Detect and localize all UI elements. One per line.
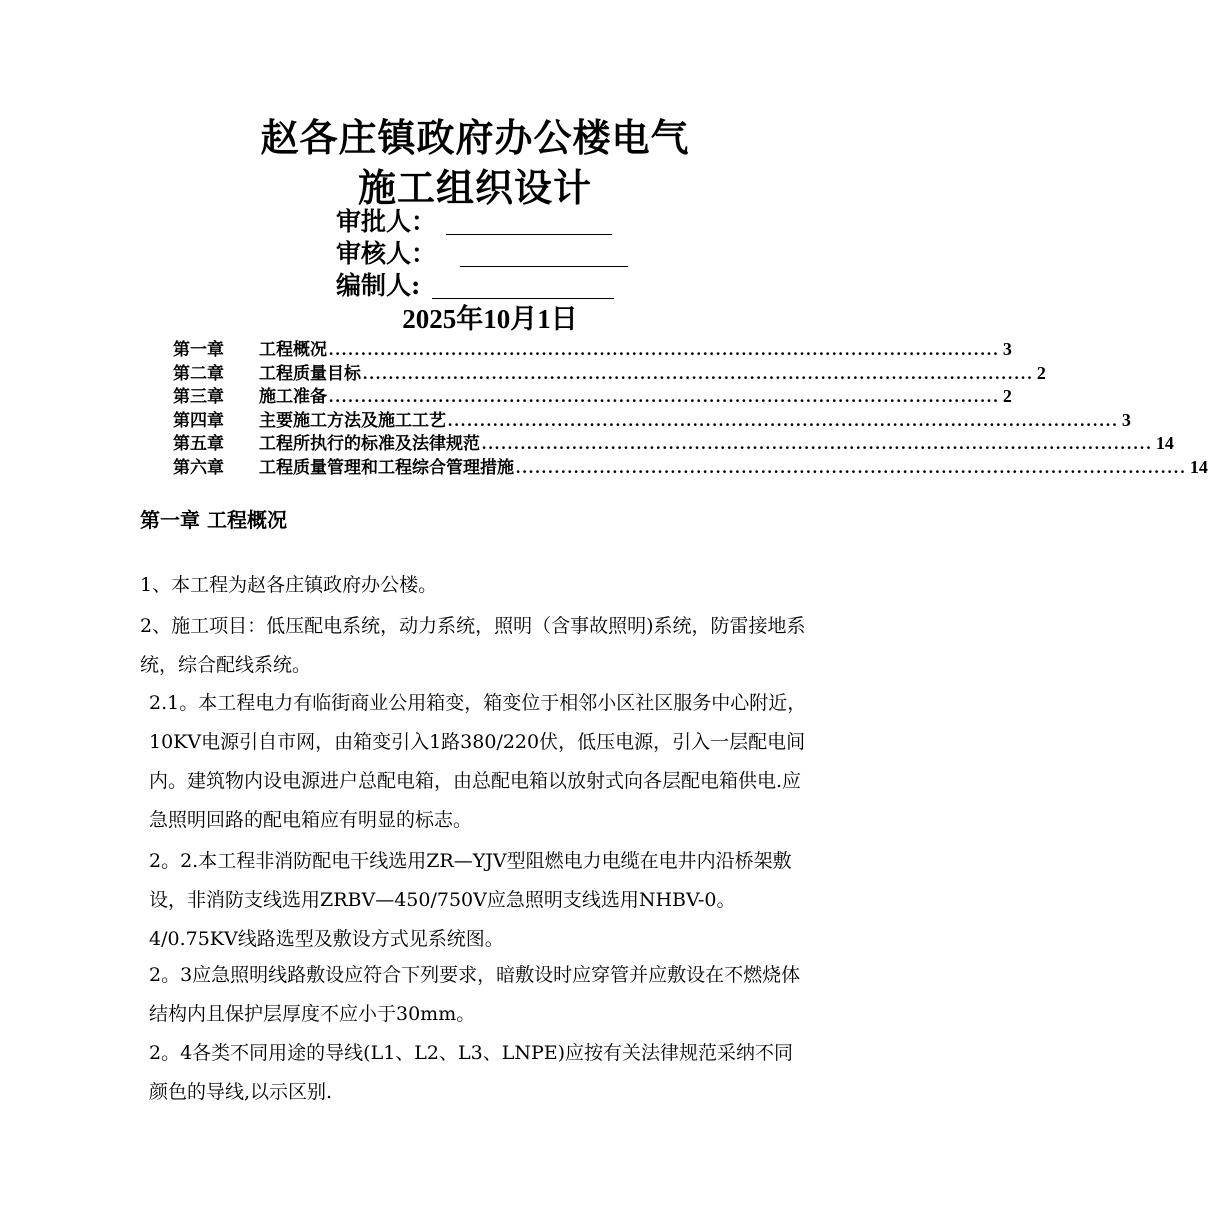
- reviewer-signature-field: [336, 238, 436, 270]
- compiler-signature-field: [336, 270, 420, 302]
- approver-label: 审批人：: [336, 207, 437, 236]
- body-paragraph: 2.1。本工程电力有临街商业公用箱变，箱变位于相邻小区社区服务中心附近，10KV电源引自市网，由箱变引入1路380/220伏，低压电源，引入一层配电间内。建筑物内设电源进户总配电箱，由总配电箱以放射式向各层配电箱供电.应急照明回路的配电箱应有明显的标志。: [149, 692, 807, 831]
- toc-chapter: 第一章: [173, 340, 224, 360]
- section-heading: 第一章 工程概况: [140, 508, 287, 532]
- toc-title: 工程质量目标: [259, 363, 361, 384]
- toc-page-number: 3: [1002, 339, 1012, 359]
- document-date: 2025年10月1日: [402, 304, 578, 334]
- toc-leader: ........................................................................................................: [516, 457, 1187, 477]
- toc-chapter: 第六章: [173, 457, 224, 478]
- approver-signature-line: [446, 234, 612, 235]
- toc-entry[interactable]: [173, 409, 1131, 433]
- compiler-label: 编制人:: [336, 271, 421, 300]
- toc-title: 工程所执行的标准及法律规范: [259, 434, 480, 454]
- toc-page-number: 3: [1121, 409, 1131, 430]
- document-title-line2: 施工组织设计: [357, 165, 592, 210]
- toc-leader: ........................................................................................................: [482, 434, 1153, 453]
- toc-title: 工程概况: [259, 340, 327, 360]
- body-paragraph: 2。4各类不同用途的导线(L1、L2、L3、LNPE)应按有关法律规范采纳不同颜色的导线,以示区别.: [149, 1042, 794, 1103]
- body-paragraph: 1、本工程为赵各庄镇政府办公楼。: [140, 574, 438, 596]
- body-paragraph: 2。2.本工程非消防配电干线选用ZR—YJV型阻燃电力电缆在电井内沿桥架敷设，非消防支线选用ZRBV—450/750V应急照明支线选用NHBV-0。4/0.75KV线路选型及敷设方式见系统图。: [149, 850, 792, 950]
- toc-entry[interactable]: [173, 338, 1012, 362]
- toc-entry[interactable]: [173, 432, 1174, 456]
- toc-leader: ........................................................................................................: [329, 340, 1000, 359]
- toc-leader: ........................................................................................................: [448, 410, 1119, 430]
- toc-entry[interactable]: [173, 362, 1046, 386]
- toc-page-number: 14: [1189, 456, 1208, 477]
- toc-chapter: 第二章: [173, 363, 224, 384]
- toc-title: 主要施工方法及施工工艺: [259, 410, 446, 431]
- toc-entry[interactable]: [173, 456, 1208, 480]
- toc-entry[interactable]: [173, 385, 1012, 409]
- toc-chapter: 第四章: [173, 410, 224, 431]
- reviewer-label: 审核人：: [336, 239, 437, 268]
- body-paragraph: 2、施工项目：低压配电系统，动力系统，照明（含事故照明)系统，防雷接地系统，综合配线系统。: [140, 615, 806, 676]
- approver-signature-field: [336, 206, 436, 238]
- toc-chapter: 第三章: [173, 387, 224, 407]
- toc-page-number: 2: [1036, 362, 1046, 383]
- table-of-contents: [173, 338, 1208, 479]
- compiler-signature-line: [432, 298, 614, 299]
- reviewer-signature-line: [460, 266, 628, 267]
- document-title-line1: 赵各庄镇政府办公楼电气: [260, 115, 690, 160]
- toc-page-number: 2: [1002, 386, 1012, 406]
- body-paragraph: 2。3应急照明线路敷设应符合下列要求，暗敷设时应穿管并应敷设在不燃烧体结构内且保护层厚度不应小于30mm。: [149, 964, 801, 1025]
- toc-leader: ........................................................................................................: [329, 387, 1000, 406]
- toc-title: 施工准备: [259, 387, 327, 407]
- toc-title: 工程质量管理和工程综合管理措施: [259, 457, 514, 478]
- toc-chapter: 第五章: [173, 434, 224, 454]
- toc-leader: ........................................................................................................: [363, 363, 1034, 383]
- toc-page-number: 14: [1155, 433, 1174, 453]
